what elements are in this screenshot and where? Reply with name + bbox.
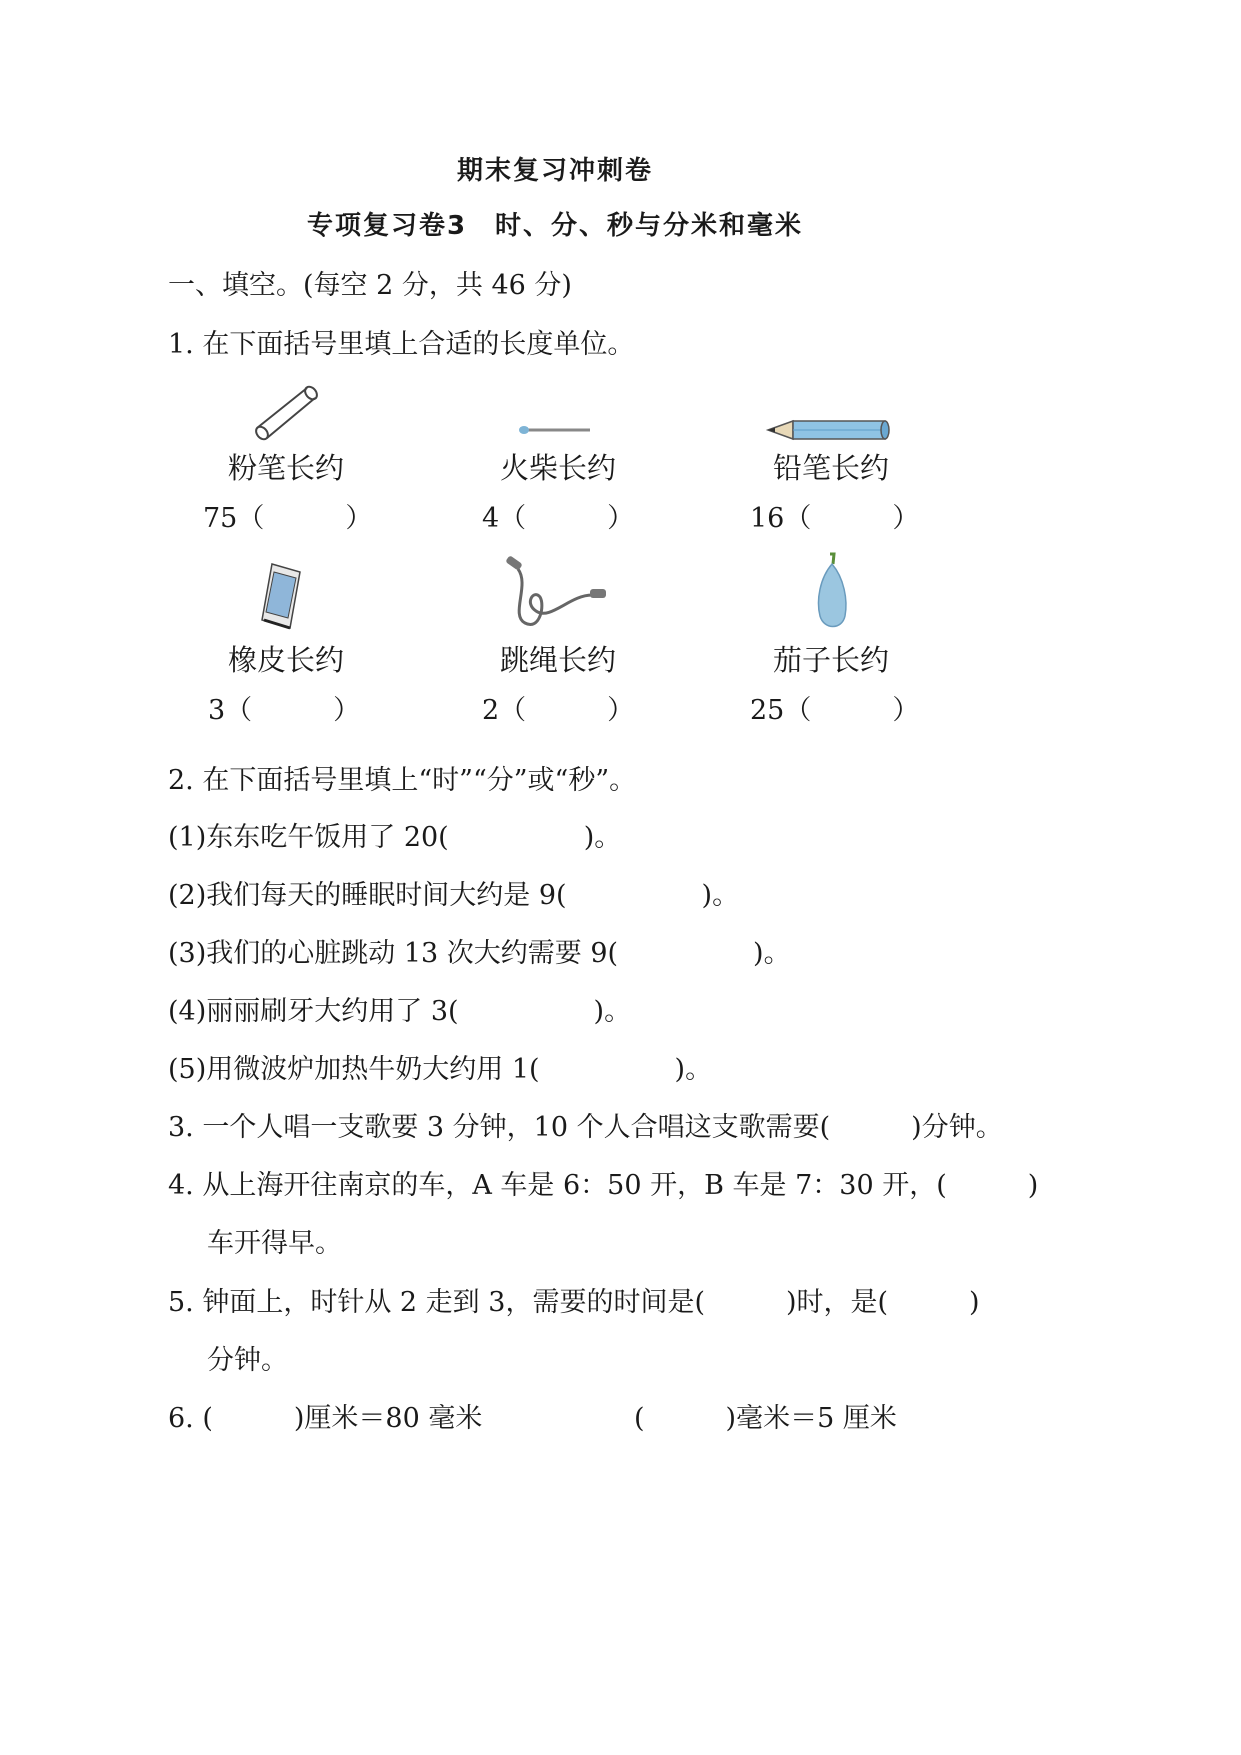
item-caption: 铅笔长约	[773, 451, 890, 485]
answer-blank[interactable]: 4（ ）	[482, 503, 635, 534]
question-6-left[interactable]: 6. ( )厘米＝80 毫米	[168, 1403, 483, 1434]
item-caption: 火柴长约	[500, 451, 617, 485]
page-title: 期末复习冲刺卷	[456, 156, 653, 186]
item-caption: 茄子长约	[773, 643, 890, 677]
answer-blank[interactable]: 16（ ）	[750, 503, 920, 534]
question-1-stem: 1. 在下面括号里填上合适的长度单位。	[168, 329, 635, 360]
page-subtitle: 专项复习卷3 时、分、秒与分米和毫米	[306, 211, 804, 241]
question-4-line1[interactable]: 4. 从上海开往南京的车，A 车是 6：50 开，B 车是 7：30 开，( )	[168, 1170, 1039, 1201]
item-caption: 粉笔长约	[228, 451, 345, 485]
question-4-line2: 车开得早。	[207, 1228, 342, 1259]
item-caption: 跳绳长约	[500, 643, 617, 677]
answer-blank[interactable]: 75（ ）	[203, 503, 373, 534]
chalk-icon	[245, 380, 325, 445]
question-2-stem: 2. 在下面括号里填上“时”“分”或“秒”。	[168, 765, 637, 796]
question-2-item[interactable]: (3)我们的心脏跳动 13 次大约需要 9( )。	[168, 938, 791, 969]
eraser-icon	[258, 562, 308, 632]
question-5-line1[interactable]: 5. 钟面上，时针从 2 走到 3，需要的时间是( )时，是( )	[168, 1287, 980, 1318]
match-icon	[515, 420, 595, 440]
section-heading: 一、填空。(每空 2 分，共 46 分)	[168, 270, 572, 301]
question-5-line2: 分钟。	[207, 1345, 288, 1376]
question-3[interactable]: 3. 一个人唱一支歌要 3 分钟，10 个人合唱这支歌需要( )分钟。	[168, 1112, 1003, 1143]
answer-blank[interactable]: 25（ ）	[750, 695, 920, 726]
item-caption: 橡皮长约	[228, 643, 345, 677]
question-2-item[interactable]: (2)我们每天的睡眠时间大约是 9( )。	[168, 880, 740, 911]
question-2-item[interactable]: (4)丽丽刷牙大约用了 3( )。	[168, 996, 632, 1027]
pencil-icon	[765, 415, 895, 445]
jump-rope-icon	[500, 555, 610, 630]
question-2-item[interactable]: (1)东东吃午饭用了 20( )。	[168, 822, 622, 853]
eggplant-icon	[812, 552, 852, 632]
question-6-right[interactable]: ( )毫米＝5 厘米	[634, 1403, 897, 1434]
answer-blank[interactable]: 3（ ）	[208, 695, 361, 726]
answer-blank[interactable]: 2（ ）	[482, 695, 635, 726]
question-2-item[interactable]: (5)用微波炉加热牛奶大约用 1( )。	[168, 1054, 713, 1085]
